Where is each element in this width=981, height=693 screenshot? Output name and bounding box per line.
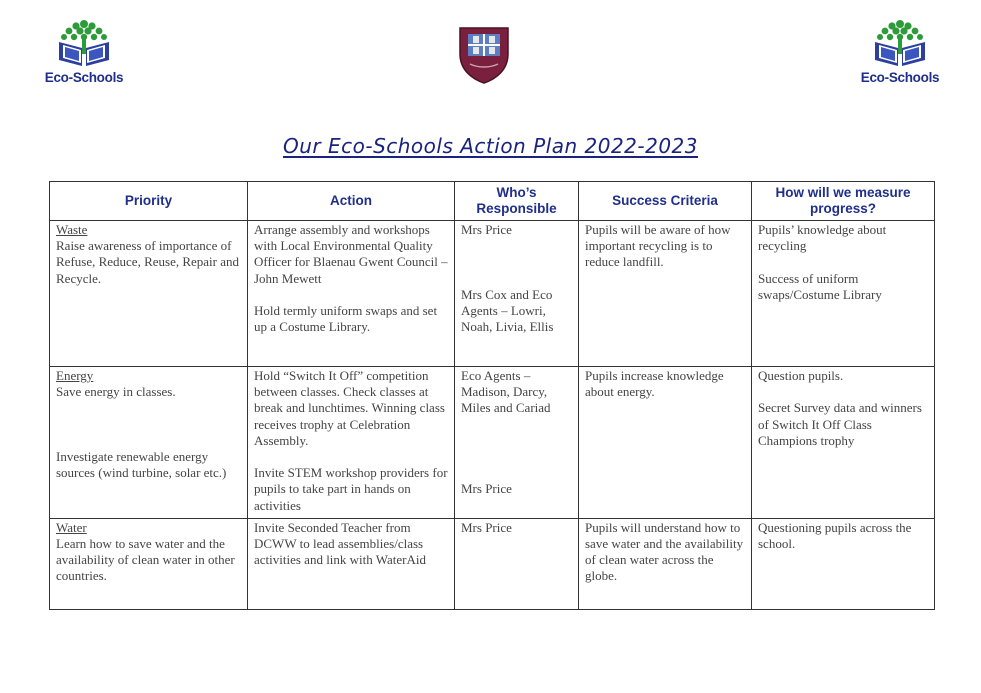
priority-text: Learn how to save water and the availability of clean water in other countries. bbox=[56, 536, 235, 584]
action-text-2: Hold termly uniform swaps and set up a Costume Library. bbox=[254, 303, 438, 335]
responsible-text: Mrs Price bbox=[461, 222, 512, 237]
eco-tree-icon bbox=[871, 18, 929, 68]
action-text-2: Invite STEM workshop providers for pupils to take part in hands on activities bbox=[254, 465, 448, 513]
responsible-text: Eco Agents – Madison, Darcy, Miles and Cariad bbox=[461, 368, 551, 416]
page-title: Our Eco-Schools Action Plan 2022-2023 bbox=[282, 134, 699, 158]
responsible-cell bbox=[455, 221, 579, 367]
priority-text: Raise awareness of importance of Refuse, Reduce, Reuse, Repair and Recycle. bbox=[56, 238, 240, 286]
responsible-text: Mrs Price bbox=[461, 519, 512, 535]
responsible-text-2: Mrs Cox and Eco Agents – Lowri, Noah, Livia, Ellis bbox=[461, 286, 554, 335]
action-cell bbox=[248, 518, 455, 609]
measure-cell bbox=[752, 221, 935, 367]
measure-text: Question pupils. bbox=[758, 368, 844, 383]
eco-tree-icon bbox=[55, 18, 113, 68]
measure-text-2: Secret Survey data and winners of Switch It Off Class Champions trophy bbox=[758, 400, 922, 448]
header-action: Action bbox=[248, 182, 455, 221]
success-text: Pupils will understand how to save water and the availability of clean water across the globe. bbox=[585, 519, 744, 584]
crest-shield-icon bbox=[456, 24, 512, 86]
success-cell bbox=[579, 367, 752, 519]
measure-text: Pupils’ knowledge about recycling bbox=[758, 222, 887, 254]
table-row bbox=[50, 367, 935, 519]
responsible-text-2: Mrs Price bbox=[461, 481, 512, 497]
success-text: Pupils will be aware of how important recycling is to reduce landfill. bbox=[585, 222, 731, 270]
success-text: Pupils increase knowledge about energy. bbox=[585, 368, 724, 400]
action-text: Invite Seconded Teacher from DCWW to lead assemblies/class activities and link with WaterAid bbox=[254, 519, 427, 568]
table-row bbox=[50, 518, 935, 609]
measure-text-2: Success of uniform swaps/Costume Library bbox=[758, 270, 882, 302]
action-text: Hold “Switch It Off” competition between classes. Check classes at break and lunchtimes. Winning class receives trophy at Celebration Assembly. bbox=[254, 368, 445, 448]
priority-cell bbox=[50, 518, 248, 609]
action-cell bbox=[248, 367, 455, 519]
header-measure-progress: How will we measure progress? bbox=[752, 182, 935, 221]
responsible-cell bbox=[455, 518, 579, 609]
eco-schools-logo-left bbox=[42, 18, 126, 85]
category-energy: Energy bbox=[56, 368, 94, 383]
success-cell bbox=[579, 221, 752, 367]
measure-cell bbox=[752, 518, 935, 609]
eco-schools-label: Eco-Schools bbox=[44, 70, 124, 85]
priority-text-2: Investigate renewable energy sources (wind turbine, solar etc.) bbox=[56, 448, 227, 481]
header-whos-responsible: Who’s Responsible bbox=[455, 182, 579, 221]
eco-schools-label: Eco-Schools bbox=[860, 70, 940, 85]
responsible-cell bbox=[455, 367, 579, 519]
measure-cell bbox=[752, 367, 935, 519]
priority-cell bbox=[50, 367, 248, 519]
priority-text: Save energy in classes. bbox=[56, 384, 176, 400]
action-text: Arrange assembly and workshops with Local Environmental Quality Officer for Blaenau Gwent Council – John Mewett bbox=[254, 222, 448, 286]
header-success-criteria: Success Criteria bbox=[579, 182, 752, 221]
priority-cell bbox=[50, 221, 248, 367]
header-priority: Priority bbox=[50, 182, 248, 221]
category-waste: Waste bbox=[56, 222, 88, 237]
school-crest bbox=[456, 24, 512, 91]
action-cell bbox=[248, 221, 455, 367]
eco-schools-logo-right bbox=[858, 18, 942, 85]
success-cell bbox=[579, 518, 752, 609]
category-water: Water bbox=[56, 519, 87, 535]
table-header-row bbox=[50, 182, 935, 221]
measure-text: Questioning pupils across the school. bbox=[758, 519, 912, 552]
action-plan-table bbox=[49, 181, 935, 610]
table-row bbox=[50, 221, 935, 367]
